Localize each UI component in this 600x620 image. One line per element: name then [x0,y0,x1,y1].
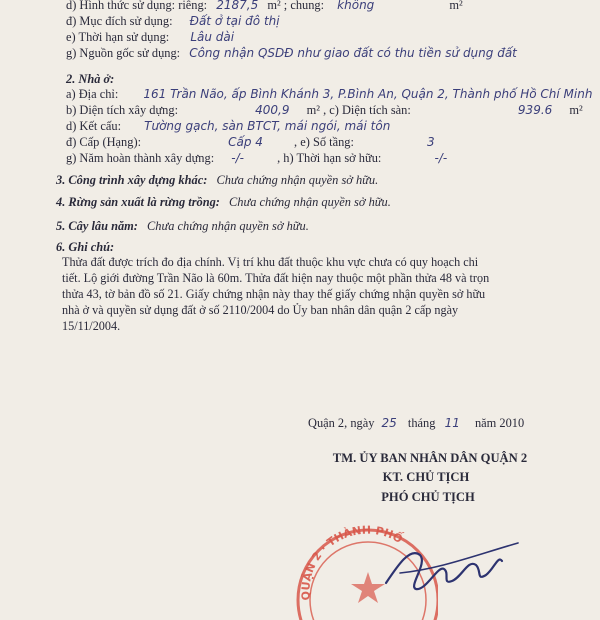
common-area-value: không [337,0,375,12]
row-perennial [56,218,309,234]
completion-year-label: g) Năm hoàn thành xây dựng: [66,151,215,165]
signing-day: 25 [381,416,397,430]
usage-term-label: e) Thời hạn sử dụng: [66,30,170,44]
construction-area-label: b) Diện tích xây dựng: [66,103,179,117]
floor-area-unit: m² [569,103,583,117]
construction-area-value: 400,9 [255,103,290,117]
signing-place: Quận 2, ngày [308,416,375,430]
usage-term-value: Lâu dài [190,30,235,44]
usage-origin-value: Công nhận QSDĐ như giao đất có thu tiền sử dụng đất [189,46,517,60]
usage-form-label: d) Hình thức sử dụng: riêng: [66,0,208,12]
notes-line-3: thửa 43, tờ bản đồ số 21. Giấy chứng nhận này thay thế giấy chứng nhận quyền sở hữu [62,287,486,301]
notes-heading: 6. Ghi chú: [56,240,115,254]
floor-area-value: 939.6 [517,103,553,117]
floor-area-label: , c) Diện tích sàn: [323,103,411,117]
signing-month: 11 [444,416,460,430]
structure-label: d) Kết cấu: [66,119,122,133]
usage-origin-label: g) Nguồn gốc sử dụng: [66,46,181,60]
row-forest [56,194,391,210]
kt-chairman: KT. CHỦ TỊCH [382,470,470,484]
ownership-term-label: , h) Thời hạn sở hữu: [277,151,382,165]
notes-line-5: 15/11/2004. [62,319,121,333]
row-other-works [56,172,378,188]
other-works-heading: 3. Công trình xây dựng khác: [56,173,208,187]
seal-text: QUẬN 2 · THÀNH PHỐ [299,523,405,601]
row-grade [66,134,435,150]
forest-heading: 4. Rừng sản xuất là rừng trồng: [56,195,220,209]
structure-value: Tường gạch, sàn BTCT, mái ngói, mái tôn [144,119,391,133]
row-usage-form [66,0,463,13]
usage-purpose-label: đ) Mục đích sử dụng: [66,14,173,28]
construction-area-unit: m² [306,103,320,117]
row-construction-area [66,102,583,118]
notes-line-4: nhà ở và quyền sử dụng đất ở số 2110/2004 do Ủy ban nhân dân quận 2 cấp ngày [62,303,459,317]
vice-chairman: PHÓ CHỦ TỊCH [381,490,475,504]
row-completion [66,150,447,166]
signature [380,525,530,600]
address-value: 161 Trần Não, ấp Bình Khánh 3, P.Bình An, Quận 2, Thành phố Hồ Chí Minh [143,87,593,101]
common-area-unit: m² [449,0,463,12]
signing-date [308,415,524,431]
notes-line-1: Thửa đất được trích đo địa chính. Vị trí khu đất thuộc khu vực chưa có quy hoạch chi [62,255,479,269]
common-area-label: ; chung: [283,0,325,12]
house-heading: 2. Nhà ở: [66,72,115,86]
notes-line-2: tiết. Lộ giới đường Trần Não là 60m. Thửa đất hiện nay thuộc một phần thửa 48 và trọn [62,271,490,285]
grade-value: Cấp 4 [228,135,263,149]
private-area-unit: m² [267,0,281,12]
perennial-value: Chưa chứng nhận quyền sở hữu. [147,219,309,233]
other-works-value: Chưa chứng nhận quyền sở hữu. [216,173,379,187]
authority-title: TM. ỦY BAN NHÂN DÂN QUẬN 2 [332,451,528,465]
perennial-heading: 5. Cây lâu năm: [56,219,138,233]
row-structure [66,118,390,134]
ownership-term-value: -/- [434,151,448,165]
completion-year-value: -/- [231,151,244,165]
address-label: a) Địa chỉ: [66,87,119,101]
floors-value: 3 [427,135,435,149]
month-label: tháng [407,416,436,430]
row-address [66,86,592,102]
row-usage-purpose [66,13,280,29]
row-usage-term [66,29,234,45]
grade-label: đ) Cấp (Hạng): [66,135,142,149]
floors-label: , e) Số tầng: [294,135,354,149]
forest-value: Chưa chứng nhận quyền sở hữu. [229,195,391,209]
signing-year: 2010 [499,416,525,430]
private-area-value: 2187,5 [216,0,259,12]
usage-purpose-value: Đất ở tại đô thị [189,14,280,28]
year-label: năm [474,416,497,430]
row-usage-origin [66,45,517,61]
